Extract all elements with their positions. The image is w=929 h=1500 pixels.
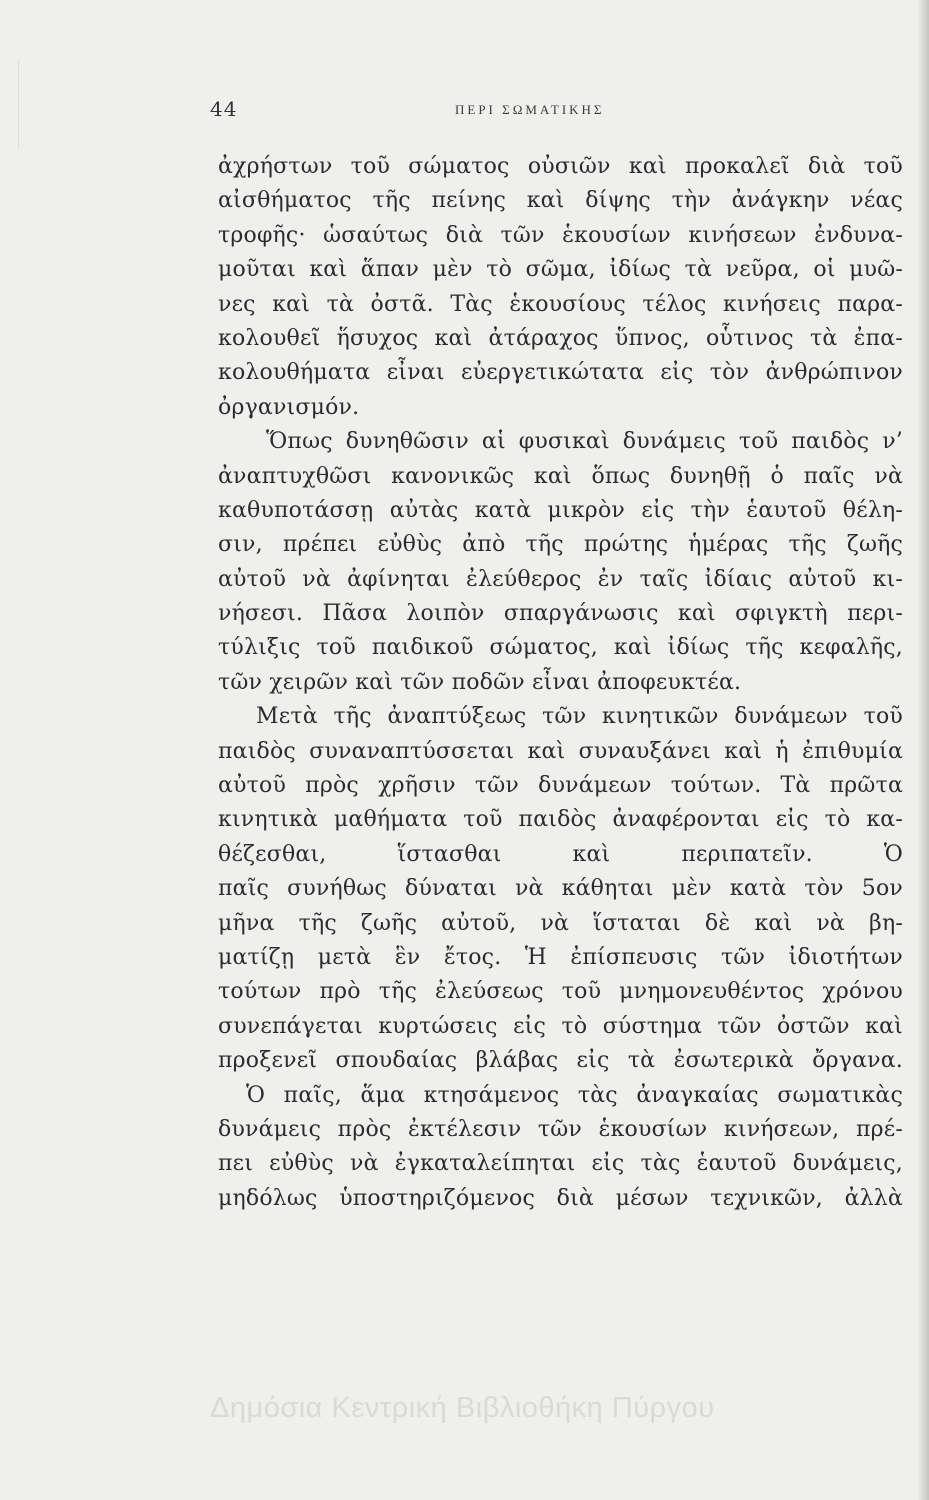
- text-line: ματίζῃ μετὰ ἓν ἔτος. Ἡ ἐπίσπευσις τῶν ἰδιοτήτων: [218, 944, 903, 970]
- text-line: τῶν χειρῶν καὶ τῶν ποδῶν εἶναι ἀποφευκτέα.: [218, 669, 742, 695]
- text-line: παιδὸς συναναπτύσσεται καὶ συναυξάνει καὶ ἡ ἐπιθυμία: [218, 738, 903, 764]
- page-gutter-shadow: [917, 0, 929, 1500]
- text-line: αἰσθήματος τῆς πείνης καὶ δίψης τὴν ἀνάγκην νέας: [218, 188, 903, 214]
- text-line: αὐτοῦ νὰ ἀφίνηται ἐλεύθερος ἐν ταῖς ἰδίαις αὐτοῦ κι-: [218, 566, 903, 592]
- page-header: [210, 97, 900, 127]
- text-line: παῖς συνήθως δύναται νὰ κάθηται μὲν κατὰ τὸν 5ον: [218, 876, 903, 902]
- library-watermark: Δημόσια Κεντρική Βιβλιοθήκη Πύργου: [210, 1392, 715, 1424]
- text-line: τροφῆς· ὡσαύτως διὰ τῶν ἑκουσίων κινήσεων ἐνδυνα-: [218, 222, 903, 248]
- text-line: προξενεῖ σπουδαίας βλάβας εἰς τὰ ἐσωτερικὰ ὄργανα.: [218, 1048, 903, 1074]
- scan-edge-mark: [18, 60, 19, 150]
- text-line: κολουθήματα εἶναι εὐεργετικώτατα εἰς τὸν ἀνθρώπινον: [218, 360, 903, 386]
- text-line: πει εὐθὺς νὰ ἐγκαταλείπηται εἰς τὰς ἑαυτοῦ δυνάμεις,: [218, 1151, 903, 1177]
- text-line: θέζεσθαι, ἵστασθαι καὶ περιπατεῖν. Ὁ: [218, 841, 903, 867]
- text-line: κινητικὰ μαθήματα τοῦ παιδὸς ἀναφέρονται εἰς τὸ κα-: [218, 807, 903, 833]
- text-line: συνεπάγεται κυρτώσεις εἰς τὸ σύστημα τῶν ὀστῶν καὶ: [218, 1013, 903, 1039]
- text-line: τύλιξις τοῦ παιδικοῦ σώματος, καὶ ἰδίως τῆς κεφαλῆς,: [218, 635, 903, 661]
- text-line: μῆνα τῆς ζωῆς αὐτοῦ, νὰ ἵσταται δὲ καὶ νὰ βη-: [218, 910, 903, 936]
- text-line: κολουθεῖ ἥσυχος καὶ ἀτάραχος ὕπνος, οὗτινος τὰ ἐπα-: [218, 325, 903, 351]
- paragraph-start-line: Μετὰ τῆς ἀναπτύξεως τῶν κινητικῶν δυνάμεων τοῦ: [256, 704, 903, 730]
- running-title: ΠΕΡΙ ΣΩΜΑΤΙΚΗΣ: [455, 102, 605, 117]
- text-line: ὀργανισμόν.: [218, 394, 360, 420]
- body-text: [218, 150, 903, 1216]
- text-line: νήσεσι. Πᾶσα λοιπὸν σπαργάνωσις καὶ σφιγκτὴ περι-: [218, 601, 903, 627]
- text-line: μοῦται καὶ ἅπαν μὲν τὸ σῶμα, ἰδίως τὰ νεῦρα, οἱ μυῶ-: [218, 257, 903, 283]
- text-line: καθυποτάσσῃ αὐτὰς κατὰ μικρὸν εἰς τὴν ἑαυτοῦ θέλη-: [218, 497, 903, 523]
- paragraph-start-line: Ὁ παῖς, ἅμα κτησάμενος τὰς ἀναγκαίας σωματικὰς: [246, 1082, 903, 1108]
- page-number: 44: [210, 97, 238, 121]
- text-line: νες καὶ τὰ ὀστᾶ. Τὰς ἑκουσίους τέλος κινήσεις παρα-: [218, 291, 903, 317]
- text-line: ἀναπτυχθῶσι κανονικῶς καὶ ὅπως δυνηθῇ ὁ παῖς νὰ: [218, 463, 903, 489]
- text-line: ἀχρήστων τοῦ σώματος οὐσιῶν καὶ προκαλεῖ διὰ τοῦ: [218, 154, 903, 179]
- text-line: δυνάμεις πρὸς ἐκτέλεσιν τῶν ἑκουσίων κινήσεων, πρέ-: [218, 1116, 903, 1142]
- text-line: αὐτοῦ πρὸς χρῆσιν τῶν δυνάμεων τούτων. Τὰ πρῶτα: [218, 773, 903, 799]
- text-line: τούτων πρὸ τῆς ἐλεύσεως τοῦ μνημονευθέντος χρόνου: [218, 979, 903, 1005]
- text-line: μηδόλως ὑποστηριζόμενος διὰ μέσων τεχνικῶν, ἀλλὰ: [218, 1185, 903, 1211]
- text-line: σιν, πρέπει εὐθὺς ἀπὸ τῆς πρώτης ἡμέρας τῆς ζωῆς: [218, 532, 903, 558]
- paragraph-start-line: Ὅπως δυνηθῶσιν αἱ φυσικαὶ δυνάμεις τοῦ παιδὸς ν’: [266, 429, 903, 455]
